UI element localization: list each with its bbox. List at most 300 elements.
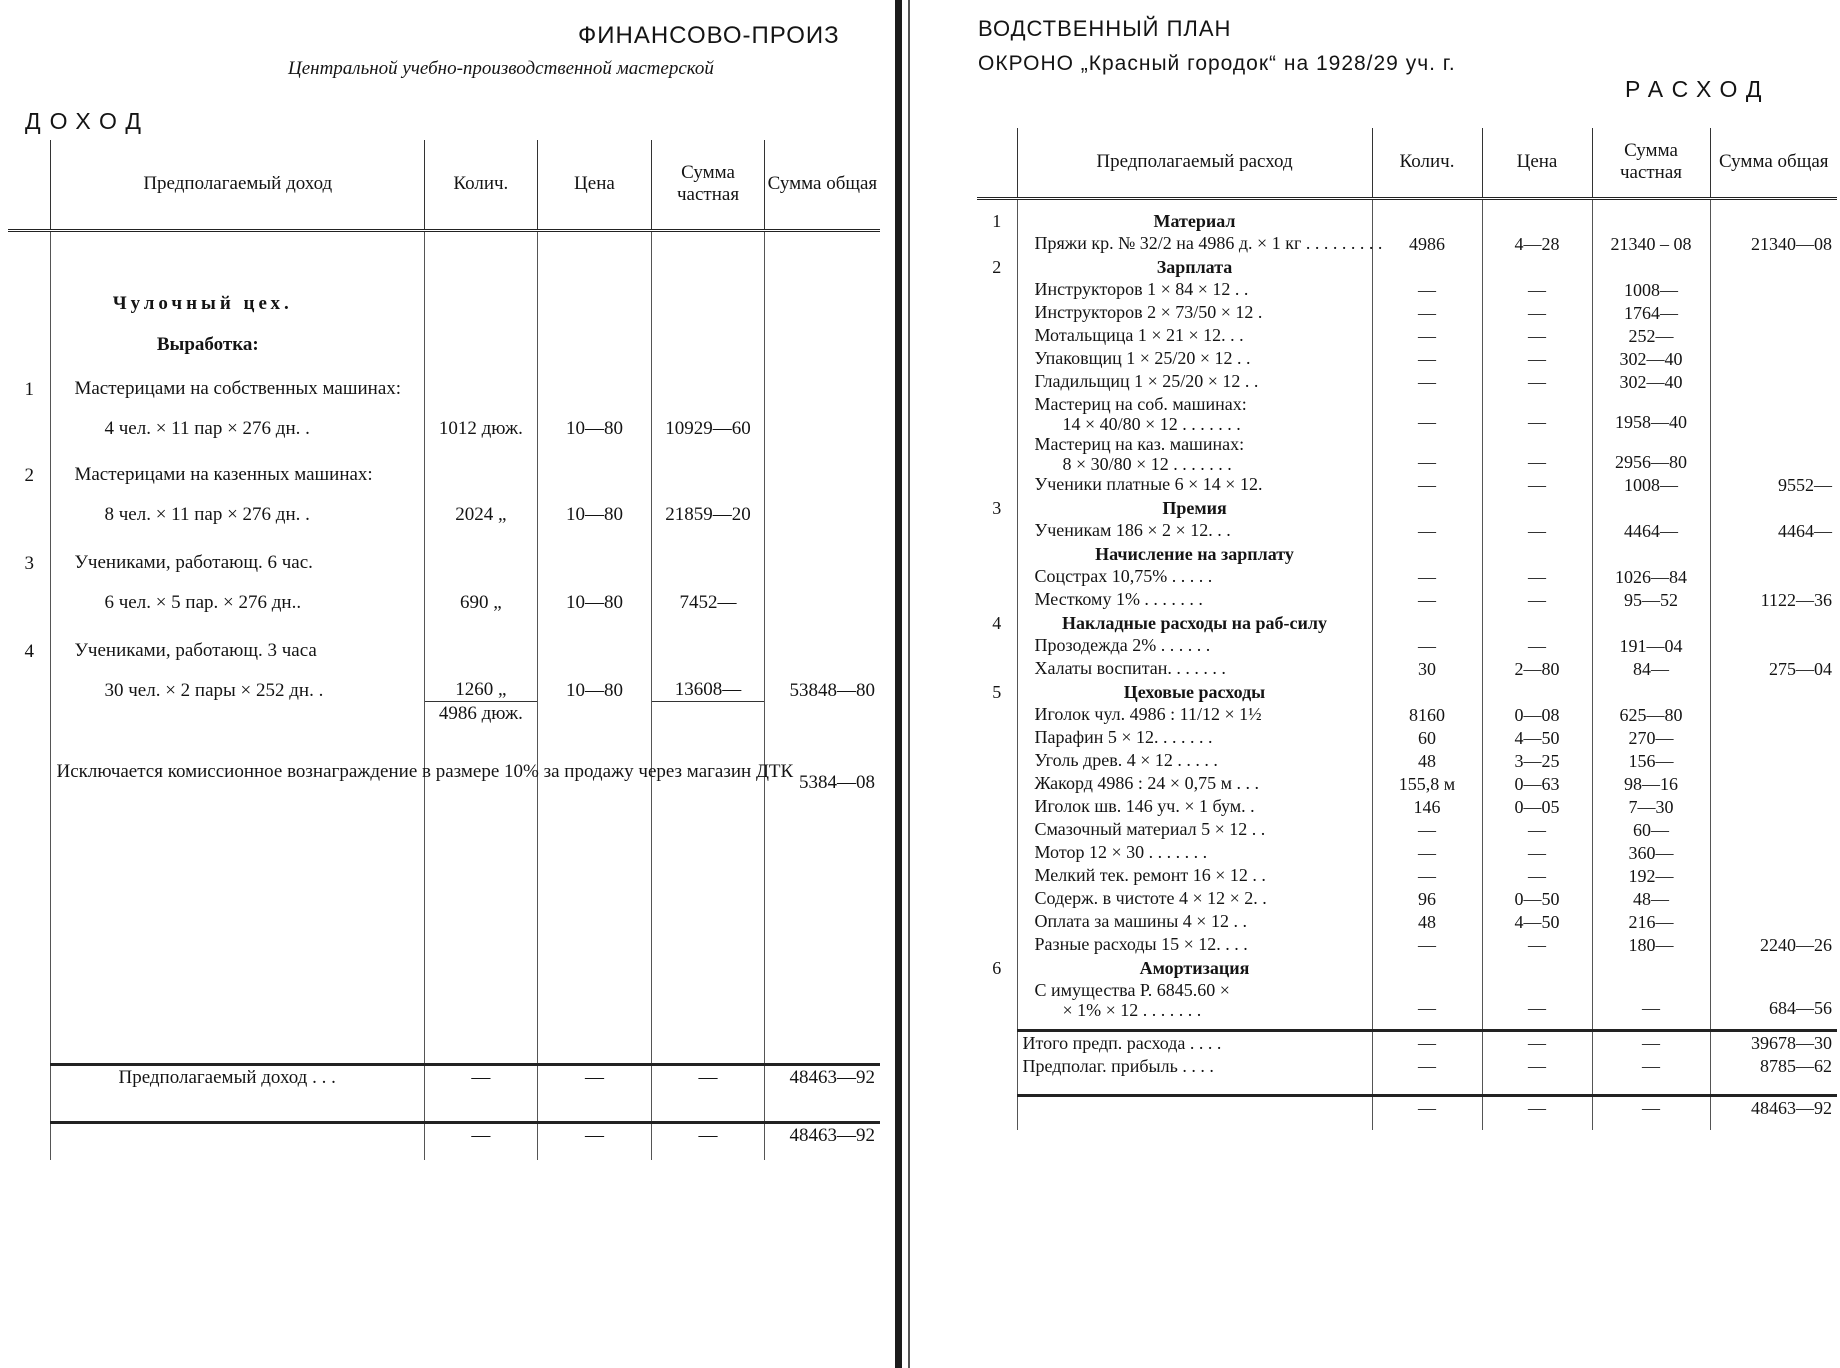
- workshop-heading: Чулочный цех.: [112, 292, 293, 314]
- group-number: 6: [992, 958, 1002, 978]
- group-title-cell: [1017, 681, 1372, 704]
- empty-cell: [1017, 1096, 1372, 1130]
- row-qty: 2024 „: [425, 440, 538, 526]
- expense-total: [1710, 394, 1837, 434]
- final-partial: —: [1592, 1096, 1710, 1130]
- group-title: Накладные расходы на раб-силу: [1061, 613, 1328, 633]
- expense-total: 4464—: [1710, 520, 1837, 543]
- expense-qty: 8160: [1372, 704, 1482, 727]
- empty-cell: [977, 727, 1017, 750]
- col-number: [977, 128, 1017, 198]
- group-number: 5: [992, 682, 1002, 702]
- expense-desc-cell: [1017, 394, 1372, 434]
- expense-price: —: [1482, 348, 1592, 371]
- spacer-cell: [977, 1020, 1017, 1030]
- commission-text: Исключается комиссионное вознаграждение в размере 10% за продажу через магазин ДТК: [51, 725, 425, 794]
- spacer-cell: [1592, 1020, 1710, 1030]
- row-calculation: 4 чел. × 11 пар × 276 дн. .: [104, 417, 310, 439]
- row-calculation: 6 чел. × 5 пар. × 276 дн..: [104, 591, 302, 613]
- empty-cell: [977, 980, 1017, 1020]
- spacer-cell: [1017, 198, 1372, 210]
- expense-partial: 270—: [1592, 727, 1710, 750]
- expense-row: [977, 371, 1837, 394]
- row-partial: 21859—20: [652, 440, 765, 526]
- expense-price: 4—50: [1482, 727, 1592, 750]
- expense-partial: 625—80: [1592, 704, 1710, 727]
- expense-desc-cell: [1017, 842, 1372, 865]
- plan-title-left: ФИНАНСОВО-ПРОИЗ: [578, 22, 840, 49]
- expense-partial: 302—40: [1592, 371, 1710, 394]
- expense-desc-cell: [1017, 658, 1372, 681]
- row-total: [764, 526, 880, 614]
- expense-calculation: 14 × 40/80 × 12 . . . . . . .: [1062, 414, 1241, 434]
- expense-partial: 1958—40: [1592, 394, 1710, 434]
- expense-desc-cell: [1017, 796, 1372, 819]
- empty-cell: [977, 888, 1017, 911]
- expense-description: Разные расходы 15 × 12. . . .: [1034, 934, 1248, 954]
- expense-price: —: [1482, 279, 1592, 302]
- empty-cell: [1592, 210, 1710, 233]
- expense-price: —: [1482, 394, 1592, 434]
- expense-partial: 84—: [1592, 658, 1710, 681]
- expense-description: Мотальщица 1 × 21 × 12. . .: [1034, 325, 1244, 345]
- row-qty: 1260 „: [425, 614, 538, 702]
- final-total-row: [977, 1096, 1837, 1130]
- expense-desc-cell: [1017, 474, 1372, 497]
- empty-cell: [1482, 543, 1592, 566]
- expense-description: Гладильщиц 1 × 25/20 × 12 . .: [1034, 371, 1259, 391]
- empty-cell: [1372, 543, 1482, 566]
- final-qty: —: [1372, 1096, 1482, 1130]
- empty-cell: [977, 371, 1017, 394]
- expense-row: [977, 888, 1837, 911]
- expense-desc-cell: [1017, 371, 1372, 394]
- empty-cell: [1372, 681, 1482, 704]
- expense-desc-cell: [1017, 934, 1372, 957]
- expense-price: —: [1482, 635, 1592, 658]
- group-title: Амортизация: [1139, 958, 1250, 978]
- expense-row: [977, 842, 1837, 865]
- expense-partial: 252—: [1592, 325, 1710, 348]
- expense-row: [977, 474, 1837, 497]
- expense-row: [977, 589, 1837, 612]
- expense-partial: —: [1592, 980, 1710, 1020]
- expense-description: Месткому 1% . . . . . . .: [1034, 589, 1203, 609]
- summary-qty: —: [1372, 1055, 1482, 1078]
- spacer-cell: [1710, 198, 1837, 210]
- spacer-cell: [1482, 198, 1592, 210]
- expense-desc-cell: [1017, 911, 1372, 934]
- group-title: Премия: [1162, 498, 1227, 518]
- expense-desc-cell: [1017, 980, 1372, 1020]
- expense-desc-cell: [1017, 589, 1372, 612]
- group-number: 2: [992, 257, 1002, 277]
- expense-partial: 2956—80: [1592, 434, 1710, 474]
- expense-row: [977, 980, 1837, 1020]
- expense-partial: 302—40: [1592, 348, 1710, 371]
- group-title-cell: [1017, 256, 1372, 279]
- empty-cell: [1592, 543, 1710, 566]
- expense-table: [977, 128, 1837, 1130]
- row-qty: 1012 дюж.: [425, 356, 538, 440]
- empty-cell: [977, 635, 1017, 658]
- expense-desc-cell: [1017, 325, 1372, 348]
- empty-cell: [977, 865, 1017, 888]
- expense-price: 4—28: [1482, 233, 1592, 256]
- expense-qty: 146: [1372, 796, 1482, 819]
- income-total-value: 48463—92: [764, 1064, 880, 1122]
- expense-total: [1710, 566, 1837, 589]
- empty-cell: [977, 796, 1017, 819]
- expense-total: [1710, 434, 1837, 474]
- expense-desc-cell: [1017, 434, 1372, 474]
- row-number: 4: [24, 640, 34, 662]
- empty-cell: [1482, 957, 1592, 980]
- summary-price: —: [1482, 1030, 1592, 1055]
- expense-total: 1122—36: [1710, 589, 1837, 612]
- empty-cell: [977, 842, 1017, 865]
- expense-qty: —: [1372, 842, 1482, 865]
- col-price: Цена: [1482, 128, 1592, 198]
- empty-cell: [977, 520, 1017, 543]
- expense-description: Мелкий тек. ремонт 16 × 12 . .: [1034, 865, 1266, 885]
- expense-price: —: [1482, 865, 1592, 888]
- expense-total: [1710, 911, 1837, 934]
- empty-cell: [1710, 957, 1837, 980]
- group-number: 3: [992, 498, 1002, 518]
- empty-cell: [977, 750, 1017, 773]
- group-number: 1: [992, 211, 1002, 231]
- plan-title-right: ВОДСТВЕННЫЙ ПЛАН: [978, 16, 1232, 41]
- spacer-row: [8, 794, 880, 1064]
- expense-total: 684—56: [1710, 980, 1837, 1020]
- book-gutter-edge: [908, 0, 910, 1368]
- row-partial: 13608—: [652, 614, 765, 702]
- empty-cell: [977, 302, 1017, 325]
- commission-total: 5384—08: [764, 725, 880, 794]
- empty-cell: [977, 434, 1017, 474]
- expense-price: —: [1482, 819, 1592, 842]
- expense-qty: —: [1372, 819, 1482, 842]
- expense-price: —: [1482, 371, 1592, 394]
- expense-total: 275—04: [1710, 658, 1837, 681]
- spacer-row: [8, 230, 880, 292]
- commission-row: [8, 725, 880, 794]
- empty-cell: [977, 1055, 1017, 1078]
- expense-partial: 7—30: [1592, 796, 1710, 819]
- spacer-cell: [1372, 198, 1482, 210]
- expense-partial: 192—: [1592, 865, 1710, 888]
- income-total-qty: —: [425, 1064, 538, 1122]
- spacer-row: [977, 1078, 1837, 1096]
- empty-cell: [977, 348, 1017, 371]
- col-partial: Сумма частная: [1592, 128, 1710, 198]
- plan-subtitle-right: ОКРОНО „Красный городок“ на 1928/29 уч. г.: [978, 52, 1456, 75]
- qty-total-row: [8, 702, 880, 726]
- expense-row: [977, 773, 1837, 796]
- expense-desc-cell: [1017, 635, 1372, 658]
- empty-cell: [1372, 256, 1482, 279]
- expense-total: 2240—26: [1710, 934, 1837, 957]
- expense-description: Жакорд 4986 : 24 × 0,75 м . . .: [1034, 773, 1259, 793]
- group-heading-row: [977, 210, 1837, 233]
- expense-row: [977, 394, 1837, 434]
- expense-row: [977, 819, 1837, 842]
- final-total-row: [8, 1122, 880, 1160]
- section-title-income: ДОХОД: [25, 108, 150, 134]
- expense-partial: 21340 – 08: [1592, 233, 1710, 256]
- expense-price: —: [1482, 934, 1592, 957]
- expense-partial: 1008—: [1592, 474, 1710, 497]
- spacer-cell: [1592, 198, 1710, 210]
- expense-desc-cell: [1017, 888, 1372, 911]
- group-heading-row: [977, 957, 1837, 980]
- group-title: Зарплата: [1156, 257, 1233, 277]
- empty-cell: [977, 911, 1017, 934]
- row-price: 10—80: [537, 440, 652, 526]
- expense-total: [1710, 819, 1837, 842]
- expense-total: 21340—08: [1710, 233, 1837, 256]
- expense-calculation: 8 × 30/80 × 12 . . . . . . .: [1062, 454, 1232, 474]
- row-qty: 690 „: [425, 526, 538, 614]
- col-desc: Предполагаемый доход: [51, 140, 425, 230]
- expense-price: —: [1482, 842, 1592, 865]
- col-total: Сумма общая: [1710, 128, 1837, 198]
- expense-qty: 155,8 м: [1372, 773, 1482, 796]
- row-price: 10—80: [537, 356, 652, 440]
- empty-cell: [977, 1030, 1017, 1055]
- income-row: [8, 614, 880, 702]
- expense-price: 0—08: [1482, 704, 1592, 727]
- spacer-row: [977, 1020, 1837, 1030]
- empty-cell: [977, 934, 1017, 957]
- expense-qty: —: [1372, 474, 1482, 497]
- expense-qty: 4986: [1372, 233, 1482, 256]
- empty-cell: [1710, 210, 1837, 233]
- summary-qty: —: [1372, 1030, 1482, 1055]
- group-heading-row: [977, 612, 1837, 635]
- expense-body: [977, 198, 1837, 1130]
- expense-description: Соцстрах 10,75% . . . . .: [1034, 566, 1213, 586]
- spacer-cell: [1482, 1078, 1592, 1096]
- expense-partial: 4464—: [1592, 520, 1710, 543]
- expense-qty: —: [1372, 635, 1482, 658]
- empty-cell: [977, 394, 1017, 434]
- expense-price: —: [1482, 520, 1592, 543]
- expense-row: [977, 750, 1837, 773]
- expense-total: [1710, 750, 1837, 773]
- summary-label: Итого предп. расхода . . . .: [1017, 1030, 1372, 1055]
- summary-partial: —: [1592, 1030, 1710, 1055]
- summary-total: 39678—30: [1710, 1030, 1837, 1055]
- heading-row: [8, 315, 880, 356]
- group-number: 4: [992, 613, 1002, 633]
- expense-description: Ученики платные 6 × 14 × 12.: [1034, 474, 1263, 494]
- summary-label: Предполаг. прибыль . . . .: [1017, 1055, 1372, 1078]
- qty-total: 4986 дюж.: [425, 702, 538, 726]
- expense-desc-cell: [1017, 233, 1383, 256]
- expense-qty: —: [1372, 566, 1482, 589]
- expense-desc-cell: [1017, 819, 1372, 842]
- empty-cell: [1710, 256, 1837, 279]
- expense-qty: —: [1372, 980, 1482, 1020]
- expense-partial: 60—: [1592, 819, 1710, 842]
- col-desc: Предполагаемый расход: [1017, 128, 1372, 198]
- spacer-cell: [977, 1078, 1017, 1096]
- empty-cell: [977, 325, 1017, 348]
- empty-cell: [977, 474, 1017, 497]
- row-number: 2: [24, 464, 34, 486]
- expense-price: —: [1482, 434, 1592, 474]
- row-number: 3: [24, 552, 34, 574]
- group-number: [977, 543, 1017, 566]
- row-total: [764, 440, 880, 526]
- expense-row: [977, 865, 1837, 888]
- summary-price: —: [1482, 1055, 1592, 1078]
- expense-price: —: [1482, 474, 1592, 497]
- expense-qty: 30: [1372, 658, 1482, 681]
- expense-qty: —: [1372, 279, 1482, 302]
- empty-cell: [1710, 681, 1837, 704]
- expense-description: С имущества Р. 6845.60 ×: [1034, 980, 1230, 1000]
- expense-price: 0—05: [1482, 796, 1592, 819]
- expense-partial: 48—: [1592, 888, 1710, 911]
- expense-description: Содерж. в чистоте 4 × 12 × 2. .: [1034, 888, 1267, 908]
- col-qty: Колич.: [1372, 128, 1482, 198]
- expense-description: Халаты воспитан. . . . . . .: [1034, 658, 1226, 678]
- empty-cell: [977, 773, 1017, 796]
- expense-qty: —: [1372, 394, 1482, 434]
- expense-total: [1710, 773, 1837, 796]
- empty-cell: [1372, 612, 1482, 635]
- final-qty: —: [425, 1122, 538, 1160]
- expense-qty: —: [1372, 934, 1482, 957]
- spacer-cell: [1372, 1078, 1482, 1096]
- expense-partial: 1008—: [1592, 279, 1710, 302]
- expense-total: [1710, 635, 1837, 658]
- expense-partial: 191—04: [1592, 635, 1710, 658]
- empty-cell: [1710, 543, 1837, 566]
- expense-qty: —: [1372, 371, 1482, 394]
- summary-partial: —: [1592, 1055, 1710, 1078]
- empty-cell: [977, 658, 1017, 681]
- heading-row: [8, 292, 880, 315]
- expense-qty: —: [1372, 865, 1482, 888]
- row-price: 10—80: [537, 614, 652, 702]
- right-page: [925, 0, 1840, 1368]
- expense-price: 0—63: [1482, 773, 1592, 796]
- expense-description: Мотор 12 × 30 . . . . . . .: [1034, 842, 1208, 862]
- expense-partial: 180—: [1592, 934, 1710, 957]
- expense-row: [977, 302, 1837, 325]
- expense-desc-cell: [1017, 727, 1372, 750]
- empty-cell: [977, 566, 1017, 589]
- expense-total: [1710, 865, 1837, 888]
- expense-row: [977, 911, 1837, 934]
- empty-cell: [1372, 957, 1482, 980]
- expense-price: —: [1482, 325, 1592, 348]
- group-title: Начисление на зарплату: [1095, 544, 1294, 564]
- group-title-cell: [1017, 210, 1372, 233]
- expense-qty: 48: [1372, 750, 1482, 773]
- expense-row: [977, 233, 1837, 256]
- empty-cell: [1710, 612, 1837, 635]
- empty-cell: [977, 233, 1017, 256]
- spacer-cell: [977, 198, 1017, 210]
- expense-description: Уголь древ. 4 × 12 . . . . .: [1034, 750, 1218, 770]
- summary-total: 8785—62: [1710, 1055, 1837, 1078]
- expense-row: [977, 566, 1837, 589]
- final-total: 48463—92: [764, 1122, 880, 1160]
- expense-total: [1710, 348, 1837, 371]
- spacer-cell: [1592, 1078, 1710, 1096]
- expense-description: Оплата за машины 4 × 12 . .: [1034, 911, 1247, 931]
- income-total-partial: —: [652, 1064, 765, 1122]
- expense-total: 9552—: [1710, 474, 1837, 497]
- expense-desc-cell: [1017, 520, 1372, 543]
- expense-description: Инструкторов 1 × 84 × 12 . .: [1034, 279, 1249, 299]
- group-title-cell: [1017, 612, 1372, 635]
- income-total-label: Предполагаемый доход . . .: [118, 1066, 336, 1088]
- empty-cell: [1482, 497, 1592, 520]
- expense-partial: 216—: [1592, 911, 1710, 934]
- col-partial: Сумма частная: [652, 140, 765, 230]
- expense-partial: 95—52: [1592, 589, 1710, 612]
- expense-qty: —: [1372, 325, 1482, 348]
- output-heading: Выработка:: [156, 333, 259, 355]
- expense-desc-cell: [1017, 750, 1372, 773]
- empty-cell: [1482, 681, 1592, 704]
- col-total: Сумма общая: [764, 140, 880, 230]
- expense-description: Ученикам 186 × 2 × 12. . .: [1034, 520, 1231, 540]
- expense-qty: —: [1372, 520, 1482, 543]
- expense-partial: 1764—: [1592, 302, 1710, 325]
- income-row: [8, 526, 880, 614]
- row-calculation: 8 чел. × 11 пар × 276 дн. .: [104, 503, 310, 525]
- expense-partial: 156—: [1592, 750, 1710, 773]
- plan-subtitle-left: Центральной учебно-производственной мастерской: [288, 58, 714, 79]
- expense-row: [977, 520, 1837, 543]
- group-title: Материал: [1153, 211, 1236, 231]
- expense-row: [977, 325, 1837, 348]
- expense-description: Парафин 5 × 12. . . . . . .: [1034, 727, 1213, 747]
- expense-price: —: [1482, 302, 1592, 325]
- col-number: [8, 140, 51, 230]
- col-qty: Колич.: [425, 140, 538, 230]
- section-title-expense: РАСХОД: [1625, 76, 1771, 102]
- final-price: —: [1482, 1096, 1592, 1130]
- income-row: [8, 440, 880, 526]
- empty-cell: [977, 1096, 1017, 1130]
- income-table-header: [8, 140, 880, 230]
- spacer-cell: [1017, 1078, 1372, 1096]
- expense-qty: —: [1372, 589, 1482, 612]
- empty-cell: [977, 279, 1017, 302]
- expense-description: Смазочный материал 5 × 12 . .: [1034, 819, 1266, 839]
- group-title: Цеховые расходы: [1123, 682, 1266, 702]
- group-heading-row: [977, 681, 1837, 704]
- spacer-cell: [1017, 1020, 1372, 1030]
- expense-description: Мастериц на каз. машинах:: [1034, 434, 1245, 454]
- empty-cell: [1592, 256, 1710, 279]
- col-price: Цена: [537, 140, 652, 230]
- row-description: Мастерицами на собственных машинах:: [74, 377, 402, 399]
- spacer-cell: [1710, 1020, 1837, 1030]
- empty-cell: [1592, 612, 1710, 635]
- expense-qty: —: [1372, 348, 1482, 371]
- row-total: [764, 356, 880, 440]
- final-price: —: [537, 1122, 652, 1160]
